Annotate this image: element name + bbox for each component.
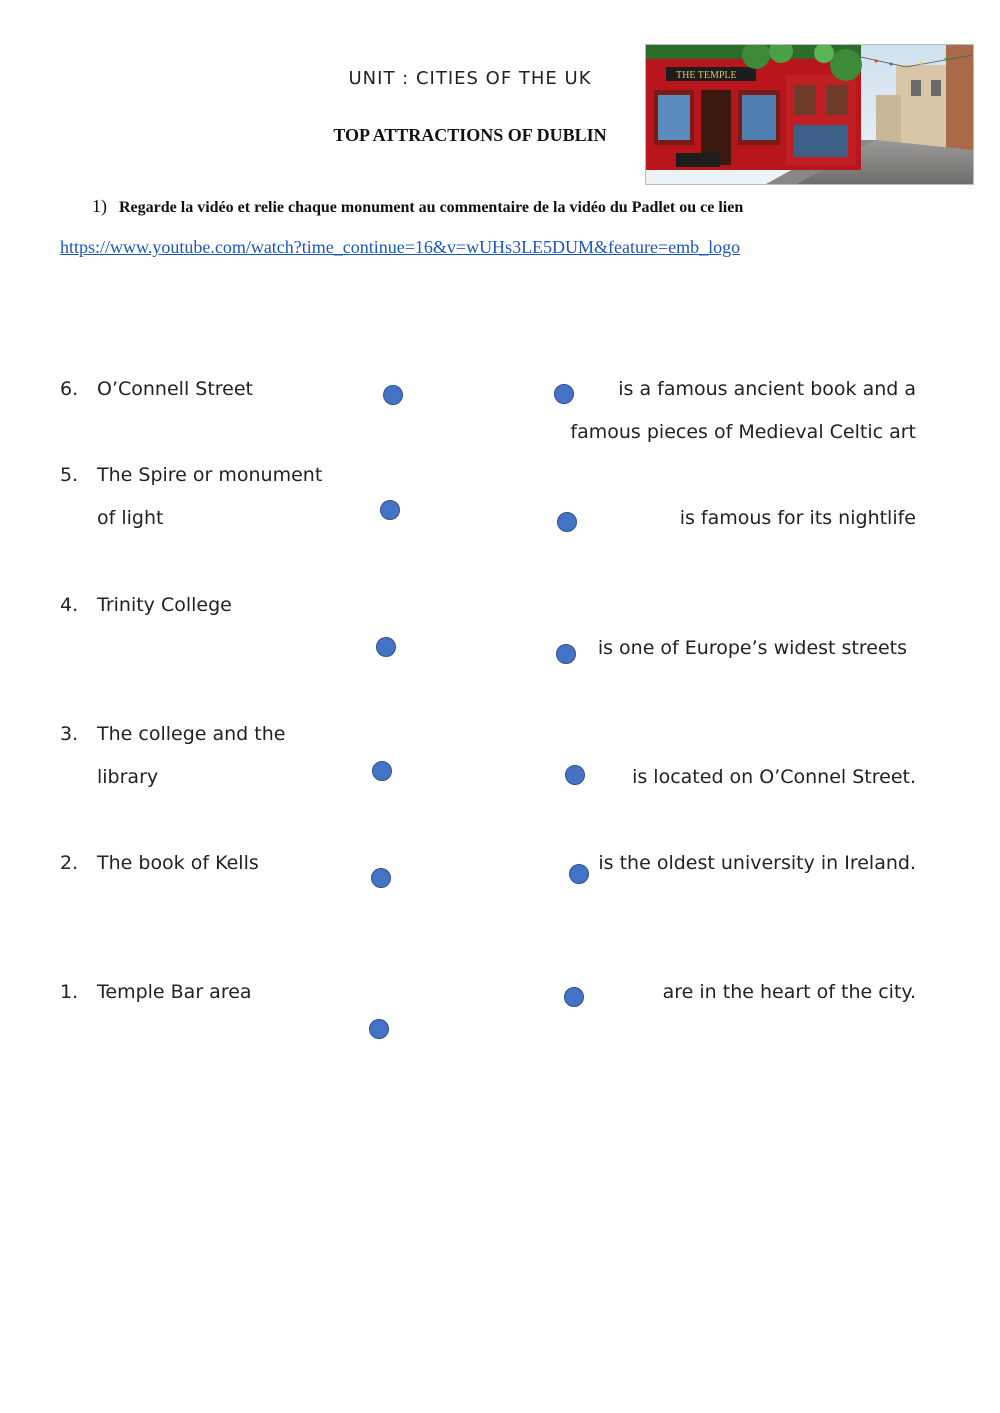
right-connector-dot[interactable] bbox=[564, 987, 584, 1007]
item-number: 5. bbox=[60, 464, 79, 486]
right-connector-dot[interactable] bbox=[569, 864, 589, 884]
left-item-6 bbox=[60, 368, 380, 411]
description-line2: famous pieces of Medieval Celtic art bbox=[570, 421, 916, 443]
description: is one of Europe’s widest streets bbox=[597, 637, 907, 659]
description: is a famous ancient book and a bbox=[618, 378, 916, 400]
description: are in the heart of the city. bbox=[662, 981, 916, 1003]
item-number: 3. bbox=[60, 723, 79, 745]
item-label: The college and the bbox=[97, 723, 286, 745]
right-connector-dot[interactable] bbox=[554, 384, 574, 404]
svg-text:THE TEMPLE: THE TEMPLE bbox=[676, 70, 737, 81]
left-connector-dot[interactable] bbox=[376, 637, 396, 657]
instruction bbox=[92, 196, 972, 217]
left-item-5 bbox=[60, 454, 380, 540]
instruction-text: Regarde la vidéo et relie chaque monument au commentaire de la vidéo du Padlet ou ce lien bbox=[119, 199, 744, 216]
right-connector-dot[interactable] bbox=[565, 765, 585, 785]
left-connector-dot[interactable] bbox=[383, 385, 403, 405]
left-item-4 bbox=[60, 584, 380, 627]
right-connector-dot[interactable] bbox=[556, 644, 576, 664]
description: is the oldest university in Ireland. bbox=[598, 852, 916, 874]
description: is famous for its nightlife bbox=[679, 507, 916, 529]
item-label: O’Connell Street bbox=[97, 378, 253, 400]
left-connector-dot[interactable] bbox=[369, 1019, 389, 1039]
video-link[interactable]: https://www.youtube.com/watch?time_continue=16&v=wUHs3LE5DUM&feature=emb_logo bbox=[60, 237, 741, 257]
left-connector-dot[interactable] bbox=[371, 868, 391, 888]
item-number: 2. bbox=[60, 852, 79, 874]
item-label: The Spire or monument bbox=[97, 464, 323, 486]
page-title: TOP ATTRACTIONS OF DUBLIN bbox=[333, 125, 607, 145]
left-connector-dot[interactable] bbox=[380, 500, 400, 520]
item-number: 1. bbox=[60, 981, 79, 1003]
left-item-2 bbox=[60, 842, 380, 885]
description: is located on O’Connel Street. bbox=[632, 766, 916, 788]
item-label: Temple Bar area bbox=[97, 981, 252, 1003]
instruction-number: 1) bbox=[92, 196, 107, 216]
left-connector-dot[interactable] bbox=[372, 761, 392, 781]
item-number: 6. bbox=[60, 378, 79, 400]
right-connector-dot[interactable] bbox=[557, 512, 577, 532]
left-item-1 bbox=[60, 971, 380, 1014]
item-label: The book of Kells bbox=[97, 852, 259, 874]
item-label: Trinity College bbox=[97, 594, 232, 616]
left-item-3 bbox=[60, 713, 380, 799]
item-label-line2: library bbox=[97, 766, 159, 788]
temple-bar-photo bbox=[645, 44, 974, 185]
unit-title: UNIT : CITIES OF THE UK bbox=[348, 68, 592, 89]
item-label-line2: of light bbox=[97, 507, 164, 529]
item-number: 4. bbox=[60, 594, 79, 616]
